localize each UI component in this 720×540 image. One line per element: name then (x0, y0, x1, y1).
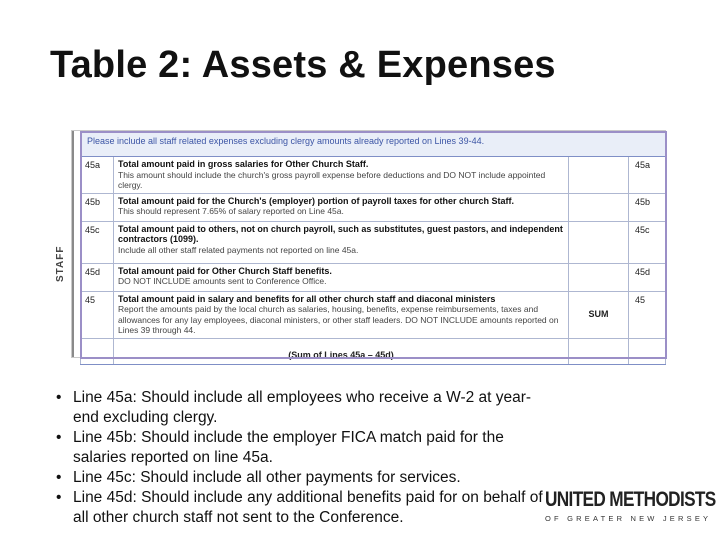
amount-cell (569, 263, 629, 291)
form-header-text: Please include all staff related expenses excluding clergy amounts already reported on Lines 39-44. (81, 132, 666, 157)
line-number: 45c (81, 221, 114, 263)
line-number: 45b (81, 193, 114, 221)
left-rule (72, 131, 74, 357)
line-description (114, 291, 569, 338)
amount-cell (569, 193, 629, 221)
line-number-right: 45a (629, 157, 666, 194)
spacer-cell (569, 338, 629, 364)
bullet-list (56, 388, 546, 528)
line-title: Total amount paid in gross salaries for Other Church Staff. (118, 159, 369, 169)
logo-line-1: UNITED METHODISTS (545, 488, 716, 511)
bullet-item: • Line 45c: Should include all other payments for services. (56, 468, 546, 488)
line-title: Total amount paid to others, not on church payroll, such as substitutes, guest pastors, and independent contractors (1099). (118, 223, 563, 244)
bullet-item: • Line 45d: Should include any additional benefits paid for on behalf of all other church staff not sent to the Conference. (56, 488, 546, 528)
line-number-right: 45 (629, 291, 666, 338)
total-formula: (Sum of Lines 45a – 45d) (114, 338, 569, 364)
amount-cell (569, 221, 629, 263)
slide-title: Table 2: Assets & Expenses (50, 44, 556, 86)
sum-label: SUM (569, 291, 629, 338)
line-note: DO NOT INCLUDE amounts sent to Conference Office. (118, 276, 327, 286)
form-header-row (81, 132, 666, 157)
line-number-right: 45c (629, 221, 666, 263)
umc-logo (545, 488, 715, 523)
spacer-cell (81, 338, 114, 364)
table-row (81, 291, 666, 338)
table-row (81, 221, 666, 263)
line-note: Include all other staff related payments not reported on line 45a. (118, 244, 359, 255)
spacer-cell (629, 338, 666, 364)
expenses-form-table (80, 131, 666, 365)
line-number-right: 45b (629, 193, 666, 221)
line-title: Total amount paid in salary and benefits for all other church staff and diaconal ministers (118, 293, 496, 304)
line-description (114, 157, 569, 194)
line-title: Total amount paid for Other Church Staff benefits. (118, 265, 332, 276)
logo-line-2: OF GREATER NEW JERSEY (545, 514, 712, 523)
line-description (114, 221, 569, 263)
line-note: Report the amounts paid by the local church as salaries, housing, benefits, expense reimbursements, taxes and allowances for any lay employees, diaconal ministers, or other staff leaders. DO NOT INCLUDE amounts reported on Lines 39 through 44. (118, 304, 559, 335)
line-title: Total amount paid for the Church's (employer) portion of payroll taxes for other church Staff. (118, 195, 515, 206)
line-number-right: 45d (629, 263, 666, 291)
table-row (81, 193, 666, 221)
staff-side-label: STAFF (55, 245, 66, 282)
form-image (71, 130, 666, 358)
table-row (81, 157, 666, 194)
line-note: This should represent 7.65% of salary reported on Line 45a. (118, 206, 344, 216)
line-number: 45d (81, 263, 114, 291)
line-note: This amount should include the church's gross payroll expense before deductions and DO NOT include appointed clergy. (118, 169, 546, 190)
amount-cell (569, 157, 629, 194)
line-number: 45 (81, 291, 114, 338)
total-row (81, 338, 666, 364)
line-number: 45a (81, 157, 114, 194)
bullet-item: • Line 45a: Should include all employees who receive a W-2 at year- end excluding clergy. (56, 388, 546, 428)
bullet-item: • Line 45b: Should include the employer FICA match paid for the salaries reported on line 45a. (56, 428, 546, 468)
line-description (114, 193, 569, 221)
table-row (81, 263, 666, 291)
line-description (114, 263, 569, 291)
